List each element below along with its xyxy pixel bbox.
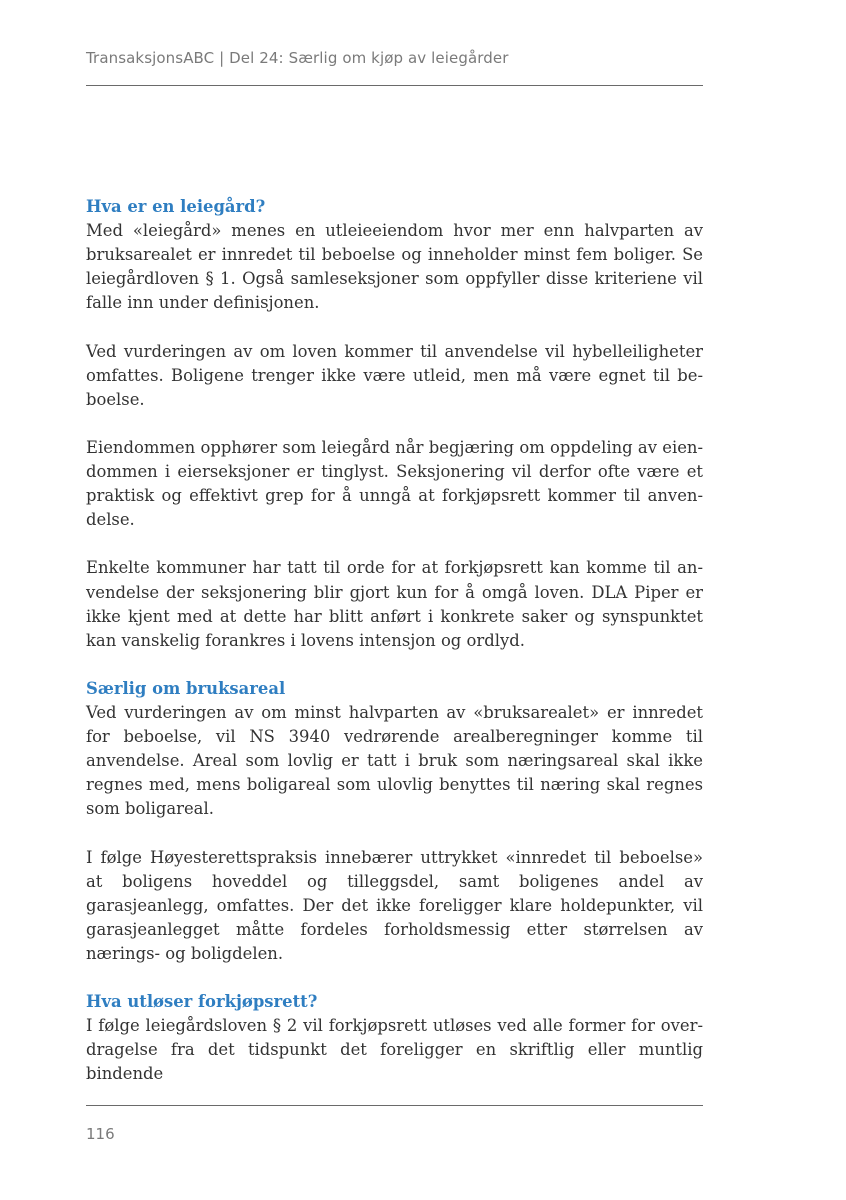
paragraph: I følge Høyesterettspraksis innebærer uttrykket «innredet til beboelse» at boligens hoveddel og tilleggsdel, samt boligenes andel av garasjeanlegg, omfattes. Der det ikke foreligger klare holdepunkter, vil garasjeanlegget måtte fordeles forholdsmessig etter størrelsen av nærings- og boligdelen. bbox=[86, 847, 703, 963]
section-what-is-leiegard bbox=[86, 195, 703, 653]
footer-rule bbox=[86, 1105, 703, 1106]
paragraph: Enkelte kommuner har tatt til orde for at forkjøpsrett kan komme til anvendelse der seksjonering blir gjort kun for å omgå loven. DLA Piper er ikke kjent med at dette har blitt anført i konkrete saker og synspunktet kan vanskelig forankres i lovens intensjon og ordlyd. bbox=[86, 558, 703, 650]
section-heading: Hva er en leiegård? bbox=[86, 197, 266, 216]
paragraph: Eiendommen opphører som leiegård når begjæring om oppdeling av eiendommen i eierseksjoner er tinglyst. Seksjonering vil derfor ofte være et praktisk og effektivt grep for å unngå at forkjøpsrett kommer til anvendelse. bbox=[86, 437, 703, 530]
body-text bbox=[86, 195, 703, 1111]
section-heading: Hva utløser forkjøpsrett? bbox=[86, 992, 318, 1012]
running-header: TransaksjonsABC | Del 24: Særlig om kjøp av leiegårder bbox=[86, 49, 509, 67]
header-rule bbox=[86, 85, 703, 86]
paragraph: I følge leiegårdsloven § 2 vil forkjøpsrett utløses ved alle former for overdragelse fra det tidspunkt det foreligger en skriftlig eller muntlig bindende bbox=[86, 1016, 703, 1084]
paragraph: Med «leiegård» menes en utleieeiendom hvor mer enn halvparten av bruksarealet er innredet til beboelse og inneholder minst fem boliger. Se leiegårdloven § 1. Også samleseksjoner som oppfyller disse kriteriene vil falle inn under definisjonen. bbox=[86, 221, 703, 313]
page-number: 116 bbox=[86, 1125, 115, 1143]
section-bruksareal bbox=[86, 677, 703, 966]
paragraph: Ved vurderingen av om loven kommer til anvendelse vil hybelleiligheter omfattes. Boligene trenger ikke være utleid, men må være egnet til beboelse. bbox=[86, 341, 703, 409]
section-heading: Særlig om bruksareal bbox=[86, 678, 286, 698]
paragraph: Ved vurderingen av om minst halvparten av «bruksarealet» er innredet for beboelse, vil NS 3940 vedrørende arealberegninger komme til anvendelse. Areal som lovlig er tatt i bruk som næringsareal skal ikke regnes med, mens boligareal som ulovlig benyttes til næring skal regnes som boligareal. bbox=[86, 702, 703, 819]
section-forkjopsrett bbox=[86, 990, 703, 1086]
